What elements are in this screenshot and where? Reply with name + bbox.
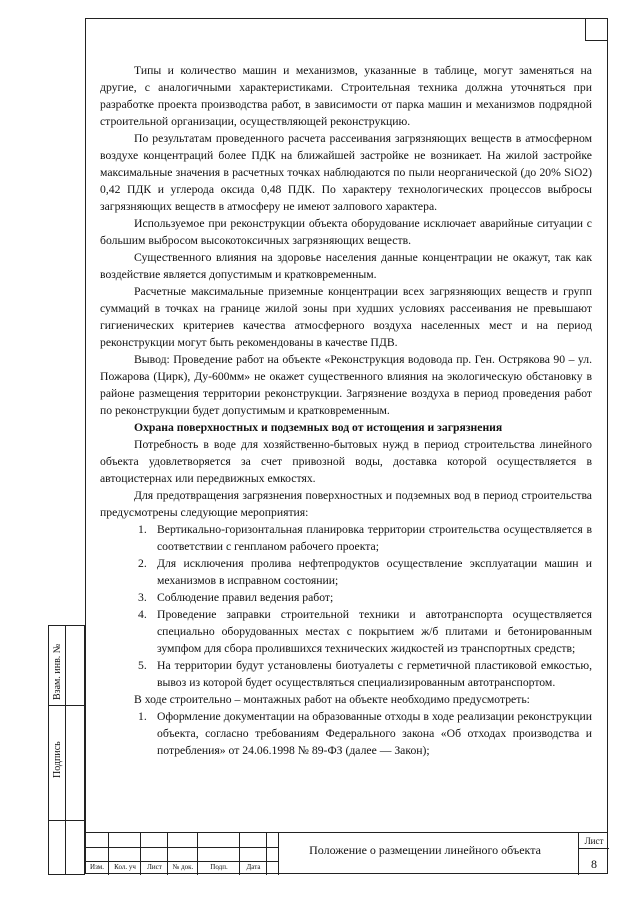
measures-list — [100, 521, 592, 691]
stamp-divider — [48, 705, 85, 706]
requirements-list — [100, 708, 592, 759]
paragraph: Используемое при реконструкции объекта оборудование исключает аварийные ситуации с большим выбросом высокотоксичных загрязняющих веществ. — [100, 217, 592, 247]
tb-header: Кол. уч — [114, 863, 136, 871]
paragraph: Для предотвращения загрязнения поверхностных и подземных вод в период строительства предусмотрены следующие мероприятия: — [100, 489, 592, 519]
tb-header: Подп. — [210, 863, 228, 871]
stamp-label-podpis: Подпись — [52, 741, 63, 778]
paragraph: По результатам проведенного расчета рассеивания загрязняющих веществ в атмосферном воздухе концентраций более ПДК на ближайшей застройке не возникает. На жилой застройке максимальные значения в расчетных точках наблюдаются по пыли неорганической (до 20% SiO2) 0,42 ПДК и углерода оксида 0,48 ПДК. По характеру технологических процессов выбросы загрязняющих веществ в атмосферу не имеют залпового характера. — [100, 132, 592, 213]
tb-header: № док. — [172, 863, 194, 871]
tb-row-line — [85, 861, 279, 862]
paragraph: Вывод: Проведение работ на объекте «Реконструкция водовода пр. Ген. Острякова 90 – ул. Пожарова (Цирк), Ду-600мм» не окажет существенного влияния на экологическую обстановку в районе размещения территории реконструкции. Загрязнение воздуха в период проведения работ по реконструкции будет допустимым и кратковременным. — [100, 353, 592, 417]
section-heading: Охрана поверхностных и подземных вод от истощения и загрязнения — [134, 421, 503, 434]
list-item: 2. Для исключения пролива нефтепродуктов осуществление эксплуатации машин и механизмов в исправном состоянии; — [138, 557, 592, 587]
list-item: 1. Вертикально-горизонтальная планировка территории строительства осуществляется в соответствии с генпланом рабочего проекта; — [138, 523, 592, 553]
tb-header: Изм. — [90, 863, 104, 871]
paragraph: Типы и количество машин и механизмов, указанные в таблице, могут заменяться на другие, с аналогичными характеристиками. Строительная техника должна уточняться при разработке проекта производства работ, в зависимости от парка машин и механизмов подрядной строительной организации, осуществляющей реконструкцию. — [100, 64, 592, 128]
corner-box — [585, 19, 607, 41]
paragraph: Существенного влияния на здоровье населения данные концентрации не окажут, так как воздействие является допустимым и кратковременным. — [100, 251, 592, 281]
document-title: Положение о размещении линейного объекта — [309, 843, 541, 857]
title-block-grid — [85, 833, 279, 875]
paragraph: Потребность в воде для хозяйственно-бытовых нужд в период строительства линейного объекта удовлетворяется за счет привозной воды, доставка которой осуществляется в автоцистернах или передвижных емкостях. — [100, 438, 592, 485]
tb-header: Дата — [246, 863, 261, 871]
title-block — [85, 832, 608, 874]
tb-header: Лист — [147, 863, 162, 871]
list-item: 5. На территории будут установлены биотуалеты с герметичной пластиковой емкостью, вывоз из которой будет осуществляться специализированным автотранспортом. — [138, 659, 592, 689]
paragraph: В ходе строительно – монтажных работ на объекте необходимо предусмотреть: — [134, 693, 530, 706]
list-item: 4. Проведение заправки строительной техники и автотранспорта осуществляется специально оборудованных местах с покрытием ж/б плитами и бетонированным зумпфом для сбора пролившихся технических жидкостей из транспортных средств; — [138, 608, 592, 655]
list-item: 1. Оформление документации на образованные отходы в ходе реализации реконструкции объекта, согласно требованиям Федерального закона «Об отходах производства и потребления» от 24.06.1998 № 89-ФЗ (далее — Закон); — [138, 710, 592, 757]
list-item: 3. Соблюдение правил ведения работ; — [138, 591, 334, 604]
stamp-divider — [48, 820, 85, 821]
stamp-label-vzam: Взам. инв. № — [52, 643, 63, 700]
paragraph: Расчетные максимальные приземные концентрации всех загрязняющих веществ и групп суммаций в точках на границе жилой зоны при худших условиях рассеивания не превышают гигиенических критериев качества атмосферного воздуха населенных мест и на период реконструкции могут быть рекомендованы в качестве ПДВ. — [100, 285, 592, 349]
document-body — [100, 62, 592, 759]
sheet-number: 8 — [591, 857, 597, 871]
sheet-box — [578, 833, 608, 875]
tb-row-line — [85, 847, 279, 848]
sheet-label: Лист — [579, 836, 609, 849]
